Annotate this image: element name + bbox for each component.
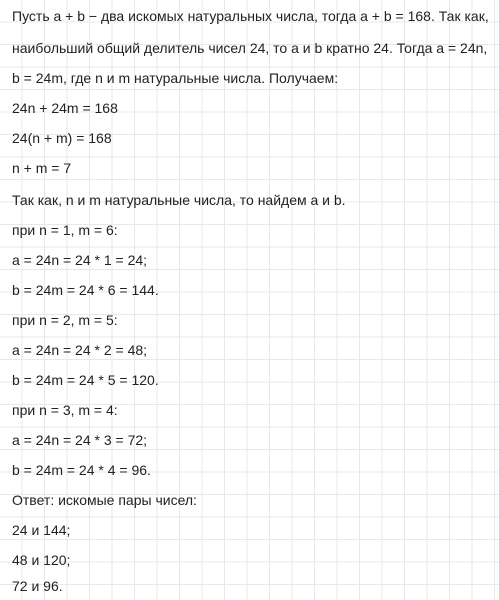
answer-pair-2: 48 и 120; <box>12 552 71 568</box>
equation-3: n + m = 7 <box>12 160 72 176</box>
case-3-header: при n = 3, m = 4: <box>12 402 118 418</box>
equation-2: 24(n + m) = 168 <box>12 130 112 146</box>
text-line-4: Так как, n и m натуральные числа, то найдем a и b. <box>12 192 346 208</box>
case-3-b: b = 24m = 24 * 4 = 96. <box>12 462 151 478</box>
text-line-1: Пусть a + b − два искомых натуральных числа, тогда a + b = 168. Так как, <box>12 8 489 24</box>
text-line-3: b = 24m, где n и m натуральные числа. Получаем: <box>12 70 339 86</box>
case-2-header: при n = 2, m = 5: <box>12 312 118 328</box>
case-1-header: при n = 1, m = 6: <box>12 222 118 238</box>
answer-heading: Ответ: искомые пары чисел: <box>12 492 197 508</box>
case-2-b: b = 24m = 24 * 5 = 120. <box>12 372 159 388</box>
case-1-b: b = 24m = 24 * 6 = 144. <box>12 282 159 298</box>
case-2-a: a = 24n = 24 * 2 = 48; <box>12 342 148 358</box>
text-line-2: наибольший общий делитель чисел 24, то a и b кратно 24. Тогда a = 24n, <box>12 40 488 56</box>
answer-pair-3: 72 и 96. <box>12 578 63 594</box>
case-3-a: a = 24n = 24 * 3 = 72; <box>12 432 148 448</box>
equation-1: 24n + 24m = 168 <box>12 100 118 116</box>
answer-pair-1: 24 и 144; <box>12 522 71 538</box>
case-1-a: a = 24n = 24 * 1 = 24; <box>12 252 148 268</box>
